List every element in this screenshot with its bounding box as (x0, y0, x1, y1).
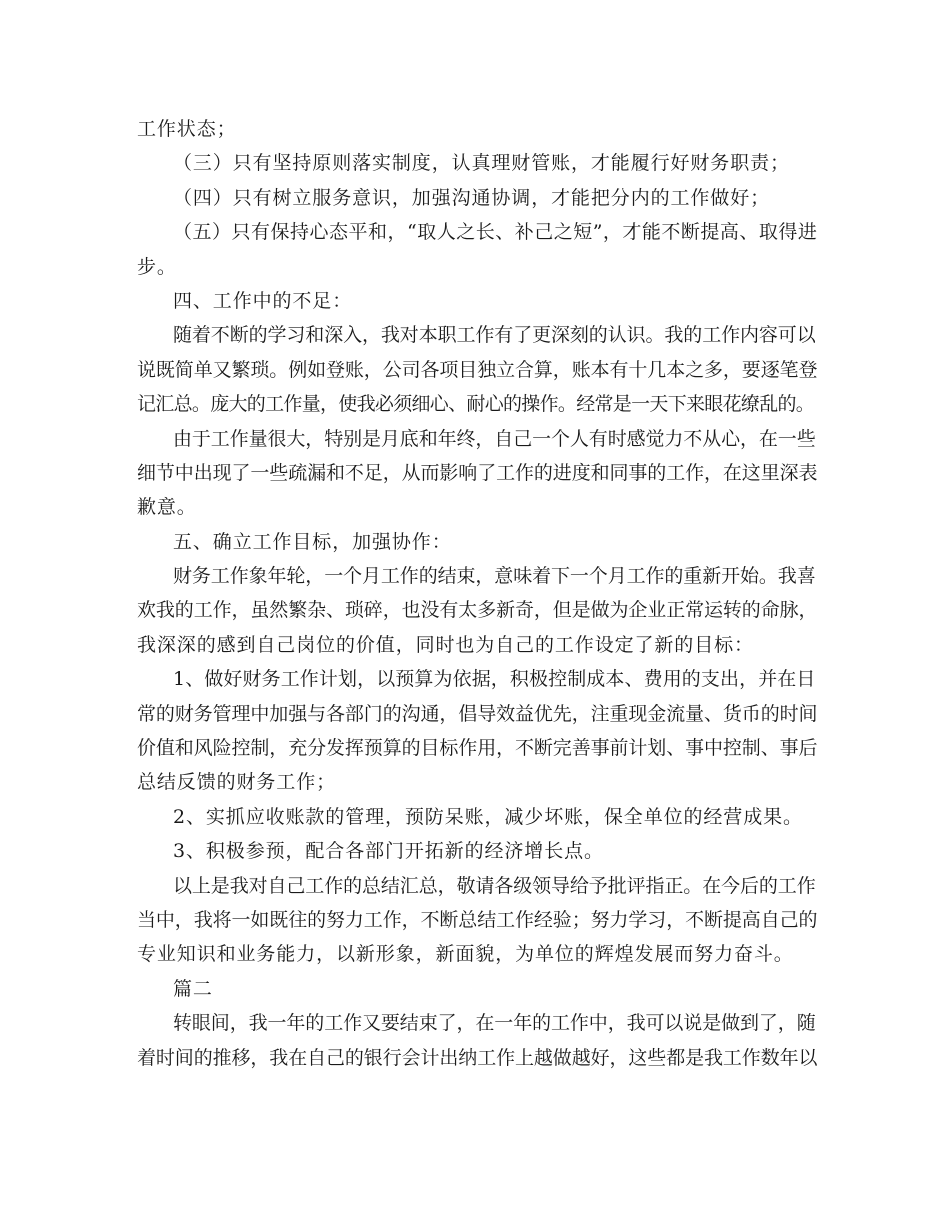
text-line: 篇二 (173, 977, 213, 1000)
text-line: 细节中出现了一些疏漏和不足，从而影响了工作的进度和同事的工作，在这里深表 (137, 461, 818, 484)
text-line: 工作状态； (137, 118, 237, 140)
text-line: 专业知识和业务能力，以新形象，新面貌，为单位的辉煌发展而努力奋斗。 (137, 943, 794, 966)
text-line: 我深深的感到自己岗位的价值，同时也为自己的工作设定了新的目标： (137, 633, 754, 656)
text-line: 当中，我将一如既往的努力工作，不断总结工作经验；努力学习，不断提高自己的 (137, 908, 818, 931)
text-line: 1、做好财务工作计划，以预算为依据，积极控制成本、费用的支出，并在日 (173, 668, 816, 691)
text-line: 着时间的推移，我在自己的银行会计出纳工作上越做越好，这些都是我工作数年以 (137, 1046, 818, 1069)
text-line: （三）只有坚持原则落实制度，认真理财管账，才能履行好财务职责； (173, 152, 790, 175)
text-line: 财务工作象年轮，一个月工作的结束，意味着下一个月工作的重新开始。我喜 (173, 565, 816, 588)
text-line: （四）只有树立服务意识，加强沟通协调，才能把分内的工作做好； (173, 186, 771, 209)
text-line: 转眼间，我一年的工作又要结束了，在一年的工作中，我可以说是做到了，随 (173, 1012, 816, 1035)
text-line: 以上是我对自己工作的总结汇总，敬请各级领导给予批评指正。在今后的工作 (173, 874, 816, 897)
text-line: 五、确立工作目标，加强协作： (173, 530, 452, 553)
document-body (137, 112, 817, 1075)
text-line: （五）只有保持心态平和，“取人之长、补己之短”，才能不断提高、取得进 (173, 221, 818, 244)
text-line: 歉意。 (137, 496, 197, 519)
text-line: 由于工作量很大，特别是月底和年终，自己一个人有时感觉力不从心，在一些 (173, 427, 816, 450)
text-line: 3、积极参预，配合各部门开拓新的经济增长点。 (173, 840, 604, 863)
text-line: 欢我的工作，虽然繁杂、琐碎，也没有太多新奇，但是做为企业正常运转的命脉， (137, 599, 818, 622)
text-line: 总结反馈的财务工作； (137, 771, 337, 794)
text-line: 记汇总。庞大的工作量，使我必须细心、耐心的操作。经常是一天下来眼花缭乱的。 (137, 393, 815, 416)
text-line: 随着不断的学习和深入，我对本职工作有了更深刻的认识。我的工作内容可以 (173, 324, 816, 347)
text-line: 价值和风险控制，充分发挥预算的目标作用，不断完善事前计划、事中控制、事后 (137, 737, 818, 760)
text-line: 四、工作中的不足： (173, 289, 353, 312)
text-line: 步。 (137, 255, 177, 278)
text-line: 常的财务管理中加强与各部门的沟通，倡导效益优先，注重现金流量、货币的时间 (137, 702, 818, 725)
text-line: 2、实抓应收账款的管理，预防呆账，减少坏账，保全单位的经营成果。 (173, 805, 803, 828)
text-line: 说既简单又繁琐。例如登账，公司各项目独立合算，账本有十几本之多，要逐笔登 (137, 358, 818, 381)
